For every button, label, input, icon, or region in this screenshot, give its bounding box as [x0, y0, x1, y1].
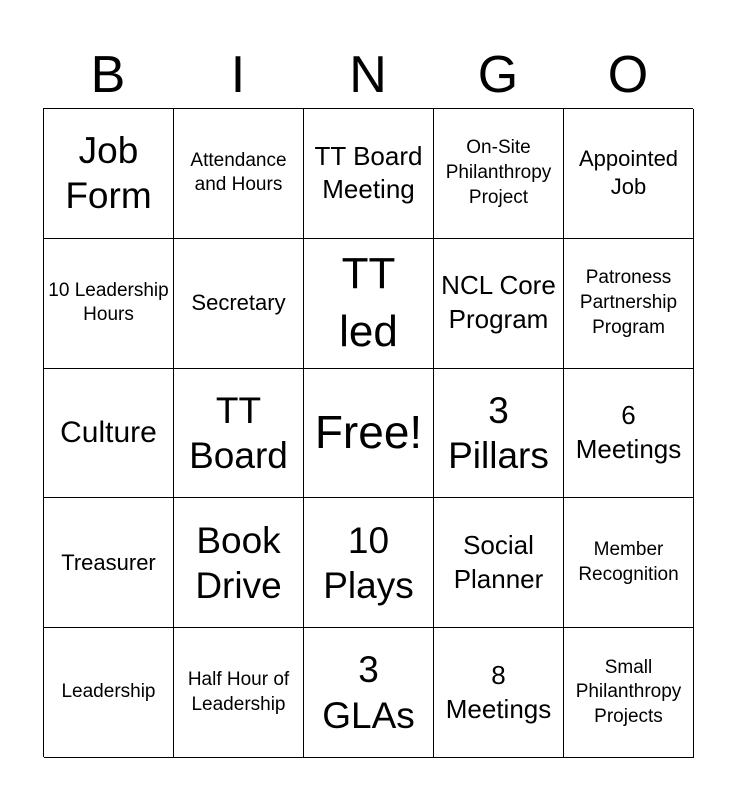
bingo-cell[interactable]: [434, 109, 564, 239]
bingo-cell[interactable]: [304, 628, 434, 758]
bingo-cell[interactable]: [174, 109, 304, 239]
bingo-cell[interactable]: [174, 628, 304, 758]
cell-label: Job Form: [65, 130, 152, 217]
cell-label: TT Board Meeting: [314, 140, 423, 205]
cell-label: NCL Core Program: [441, 270, 556, 335]
cell-label: Small Philanthropy Projects: [575, 656, 682, 727]
header-letter-o: O: [607, 46, 649, 104]
cell-label: TT Board: [189, 389, 288, 476]
bingo-header: [43, 42, 693, 108]
cell-label: 3 Pillars: [448, 389, 549, 476]
bingo-cell[interactable]: [564, 239, 694, 369]
bingo-cell[interactable]: [564, 109, 694, 239]
cell-label: 6 Meetings: [575, 400, 682, 464]
cell-label: Patroness Partnership Program: [579, 267, 678, 338]
cell-label: TT led: [339, 249, 398, 357]
bingo-cell[interactable]: [44, 369, 174, 499]
cell-label: Attendance and Hours: [190, 149, 287, 196]
bingo-cell[interactable]: [434, 628, 564, 758]
bingo-cell[interactable]: [174, 498, 304, 628]
bingo-cell[interactable]: [434, 498, 564, 628]
bingo-board: [43, 108, 693, 757]
bingo-cell[interactable]: [304, 498, 434, 628]
bingo-cell[interactable]: [434, 239, 564, 369]
cell-label: Culture: [60, 415, 157, 449]
cell-label: Social Planner: [453, 529, 544, 594]
cell-label: 8 Meetings: [445, 659, 552, 724]
cell-label: Secretary: [191, 290, 286, 316]
bingo-cell[interactable]: [174, 239, 304, 369]
cell-label: 10 Plays: [323, 519, 414, 606]
cell-label: Appointed Job: [578, 146, 679, 200]
bingo-cell[interactable]: [304, 239, 434, 369]
bingo-cell[interactable]: [44, 628, 174, 758]
cell-label: Book Drive: [195, 519, 282, 606]
bingo-cell[interactable]: [434, 369, 564, 499]
cell-label: 3 GLAs: [322, 649, 415, 736]
bingo-cell[interactable]: [44, 239, 174, 369]
cell-label: Treasurer: [61, 549, 156, 575]
cell-label: Leadership: [61, 681, 156, 703]
cell-label: Half Hour of Leadership: [187, 668, 290, 715]
bingo-cell[interactable]: [44, 109, 174, 239]
bingo-cell[interactable]: [44, 498, 174, 628]
cell-label: Free!: [314, 406, 423, 459]
header-letter-b: B: [90, 46, 126, 104]
cell-label: On-Site Philanthropy Project: [445, 137, 552, 208]
cell-label: Member Recognition: [578, 539, 679, 585]
header-letter-i: I: [230, 46, 246, 104]
cell-label: 10 Leadership Hours: [48, 279, 169, 326]
bingo-cell[interactable]: [304, 109, 434, 239]
header-letter-g: G: [477, 46, 519, 104]
bingo-cell[interactable]: [564, 628, 694, 758]
header-letter-n: N: [349, 46, 387, 104]
bingo-cell[interactable]: [174, 369, 304, 499]
bingo-cell[interactable]: [564, 498, 694, 628]
free-space-cell[interactable]: [304, 369, 434, 499]
bingo-cell[interactable]: [564, 369, 694, 499]
